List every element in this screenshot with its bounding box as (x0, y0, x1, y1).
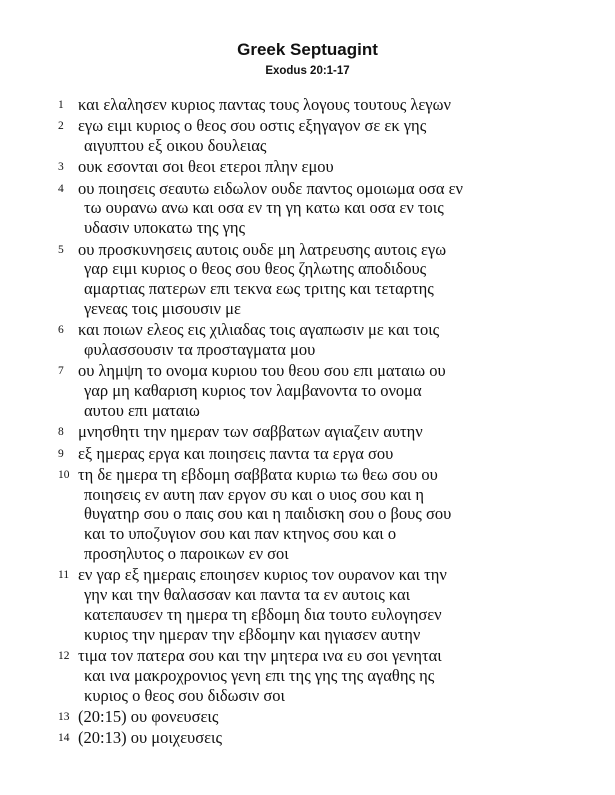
verse-number: 8 (58, 426, 64, 439)
verse-number: 14 (58, 732, 70, 745)
verse-text-line: εξ ημερας εργα και ποιησεις παντα τα εργα σου (78, 443, 394, 463)
verse-5 (58, 240, 598, 319)
verse-4 (58, 179, 598, 238)
verse-text-line: και το υποζυγιον σου και παν κτηνος σου και ο (84, 524, 397, 544)
document-title: Greek Septuagint (237, 40, 378, 59)
verse-text-line: ουκ εσονται σοι θεοι ετεροι πλην εμου (78, 157, 334, 177)
verse-number: 1 (58, 99, 64, 111)
verse-text-line: εν γαρ εξ ημεραις εποιησεν κυριος τον ουρανον και την (78, 565, 447, 585)
verse-number: 2 (58, 120, 64, 133)
verse-number: 7 (58, 365, 64, 378)
verse-number: 6 (58, 324, 64, 337)
verse-text-line: τω ουρανω ανω και οσα εν τη γη κατω και οσα εν τοις (84, 198, 444, 218)
verse-2 (58, 116, 598, 156)
verse-number: 5 (58, 243, 64, 256)
verse-text-line: αυτου επι ματαιω (84, 400, 200, 420)
verse-text-line: και ινα μακροχρονιος γενη επι της γης της αγαθης ης (84, 665, 435, 685)
verse-number: 9 (58, 447, 64, 460)
verse-7 (58, 361, 598, 420)
verse-text-line: γαρ ειμι κυριος ο θεος σου θεος ζηλωτης αποδιδους (84, 259, 427, 279)
verse-number: 10 (58, 468, 70, 481)
verse-text-line: θυγατηρ σου ο παις σου και η παιδισκη σου ο βους σου (84, 504, 452, 524)
verse-text-line: (20:15) ου φονευσεις (78, 706, 219, 726)
scripture-reference: Exodus 20:1-17 (265, 65, 350, 77)
verse-text-line: εγω ειμι κυριος ο θεος σου οστις εξηγαγον σε εκ γης (78, 116, 427, 136)
verse-text-line: υδασιν υποκατω της γης (84, 218, 246, 238)
verse-13 (58, 707, 598, 727)
verse-11 (58, 565, 598, 644)
verse-number: 4 (58, 182, 64, 195)
verse-12 (58, 646, 598, 705)
verse-text-line: τιμα τον πατερα σου και την μητερα ινα ευ σοι γενηται (78, 646, 442, 666)
verse-text-line: προσηλυτος ο παροικων εν σοι (84, 544, 289, 564)
verse-14 (58, 728, 598, 748)
verse-3 (58, 157, 598, 177)
verse-10 (58, 465, 598, 564)
verse-text-line: γαρ μη καθαριση κυριος τον λαμβανοντα το ονομα (84, 381, 422, 401)
verse-text-line: αιγυπτου εξ οικου δουλειας (84, 136, 267, 156)
verse-text-line: κυριος την ημεραν την εβδομην και ηγιασεν αυτην (84, 624, 421, 644)
verse-text-line: ου προσκυνησεις αυτοις ουδε μη λατρευσης αυτοις εγω (78, 239, 447, 259)
verse-text-line: γενεας τοις μισουσιν με (84, 298, 241, 318)
verse-text-line: ου ποιησεις σεαυτω ειδωλον ουδε παντος ομοιωμα οσα εν (78, 178, 463, 198)
verse-text-line: φυλασσουσιν τα προσταγματα μου (84, 340, 316, 360)
verse-text-line: μνησθητι την ημεραν των σαββατων αγιαζειν αυτην (78, 422, 423, 442)
verse-list (58, 95, 598, 750)
verse-number: 13 (58, 710, 70, 723)
verse-text-line: κατεπαυσεν τη ημερα τη εβδομη δια τουτο ευλογησεν (84, 604, 442, 624)
verse-number: 12 (58, 650, 70, 663)
verse-text-line: ου λημψη το ονομα κυριου του θεου σου επι ματαιω ου (78, 361, 446, 381)
verse-text-line: τη δε ημερα τη εβδομη σαββατα κυριω τω θεω σου ου (78, 464, 438, 484)
verse-text-line: κυριος ο θεος σου διδωσιν σοι (84, 685, 285, 705)
verse-8 (58, 422, 598, 442)
verse-number: 11 (58, 569, 70, 582)
verse-number: 3 (58, 161, 64, 174)
verse-1 (58, 95, 598, 115)
verse-text-line: και ελαλησεν κυριος παντας τους λογους τουτους λεγων (78, 95, 451, 114)
verse-text-line: γην και την θαλασσαν και παντα τα εν αυτοις και (84, 585, 411, 605)
verse-text-line: (20:13) ου μοιχευσεις (78, 728, 222, 748)
verse-6 (58, 320, 598, 360)
verse-9 (58, 444, 598, 464)
verse-text-line: αμαρτιας πατερων επι τεκνα εως τριτης και τεταρτης (84, 279, 434, 299)
verse-text-line: και ποιων ελεος εις χιλιαδας τοις αγαπωσιν με και τοις (78, 320, 440, 340)
verse-text-line: ποιησεις εν αυτη παν εργον συ και ο υιος σου και η (84, 484, 425, 504)
